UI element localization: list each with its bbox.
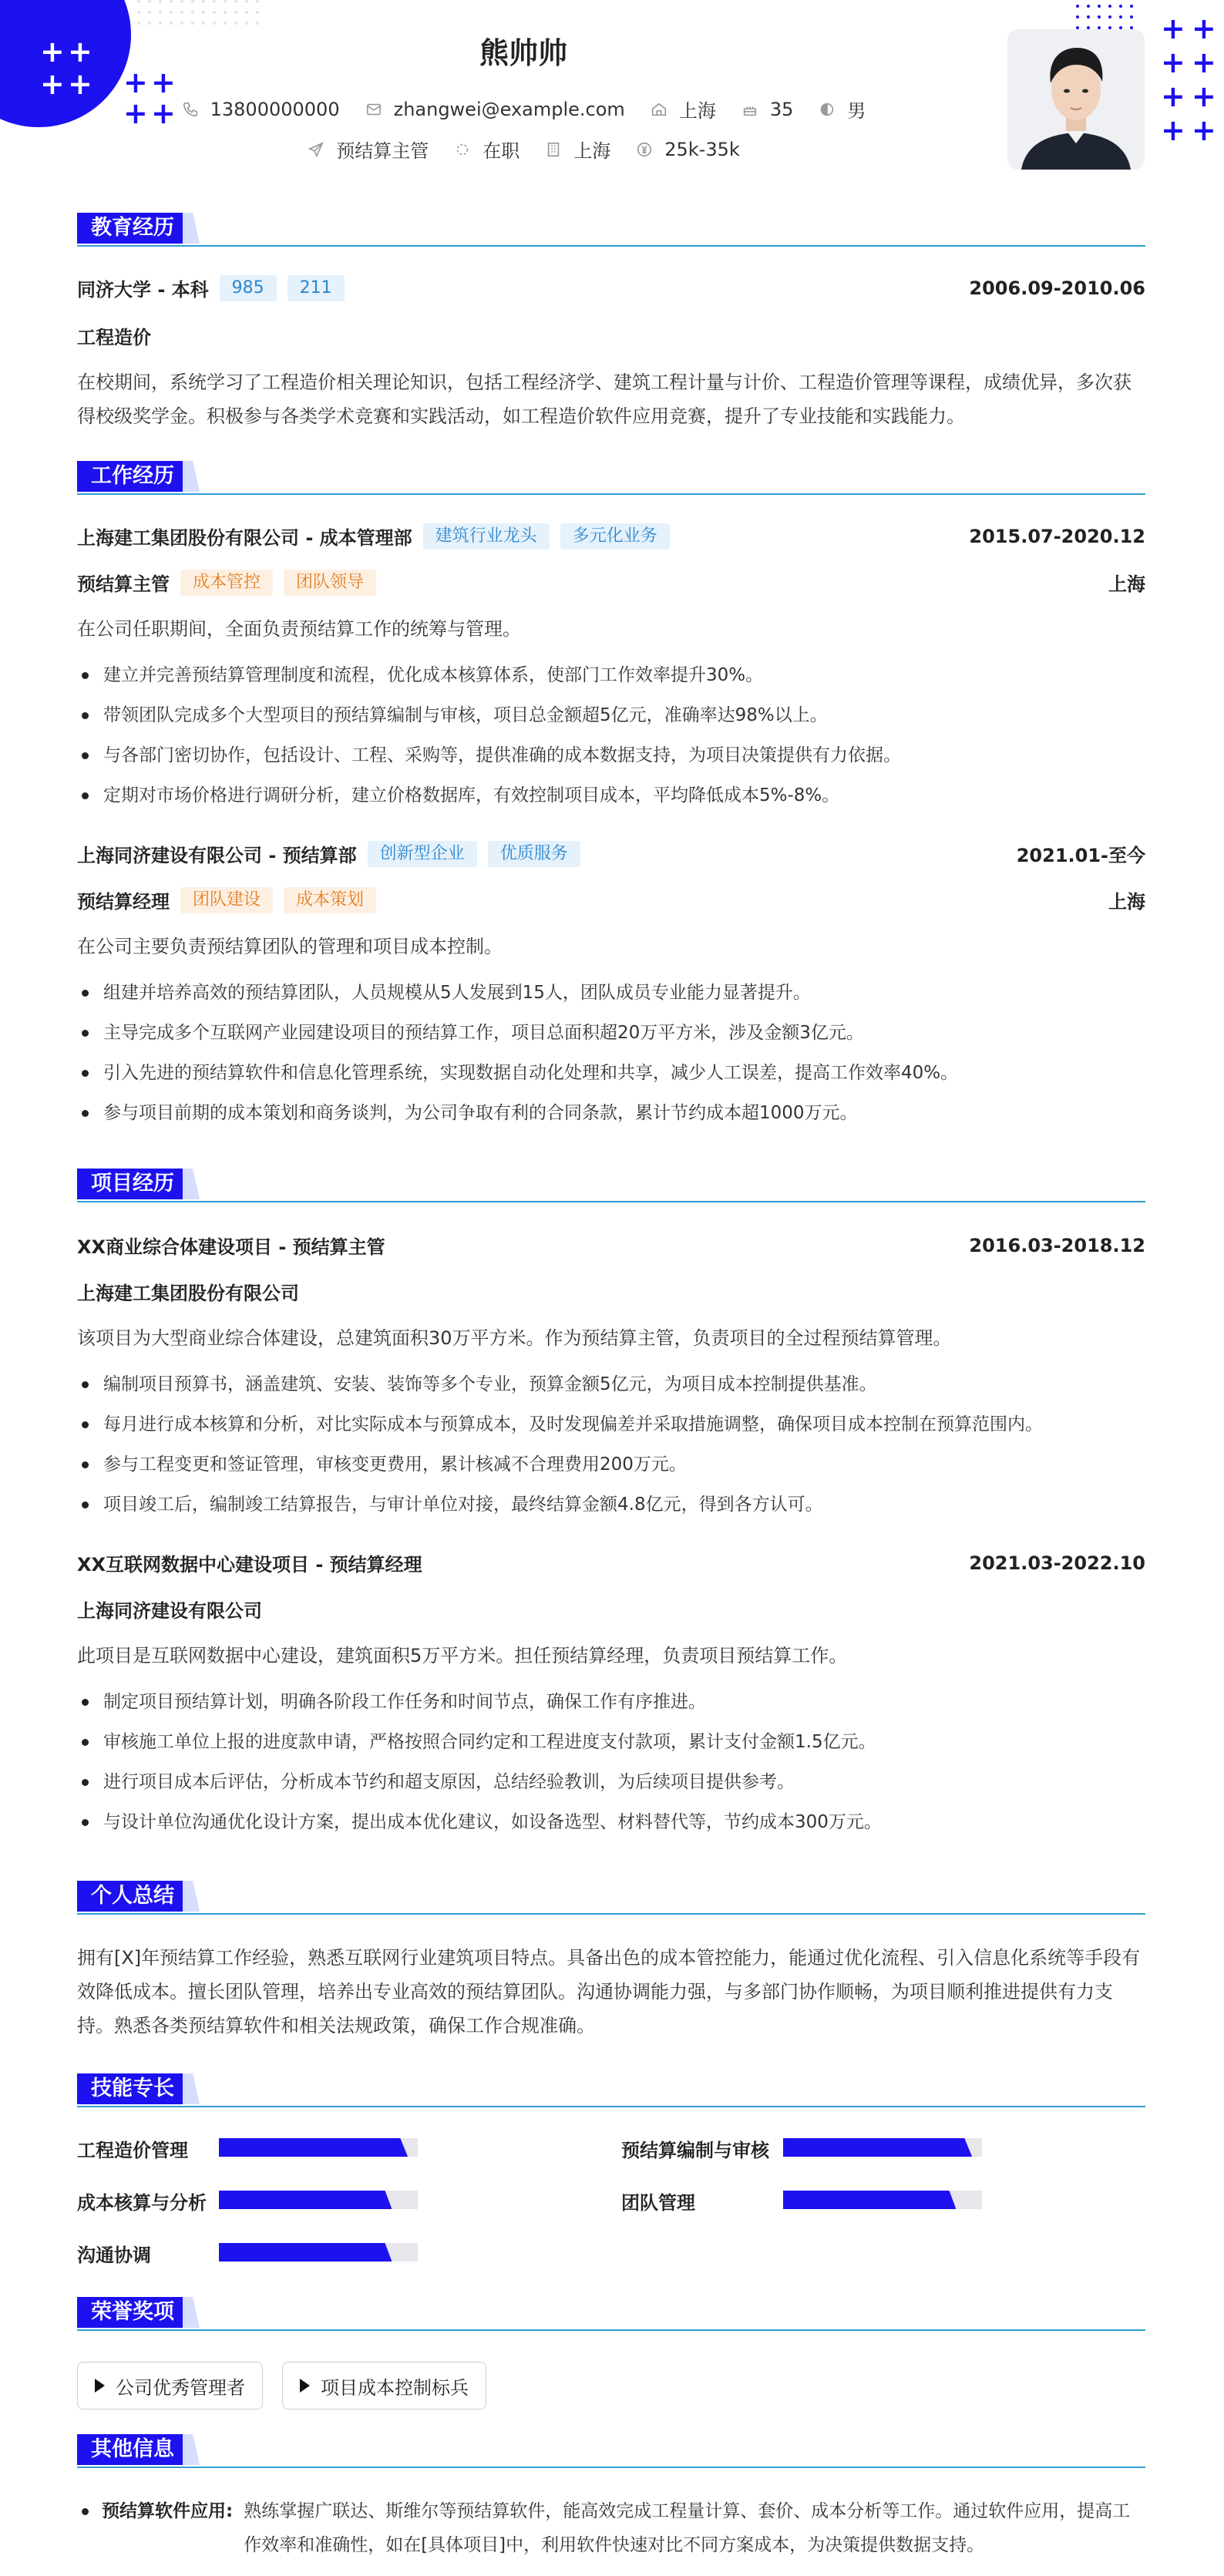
plus-icon: +	[123, 96, 148, 130]
gender-text: 男	[847, 100, 866, 122]
list-item: 与各部门密切协作，包括设计、工程、采购等，提供准确的成本数据支持，为项目决策提供有力依据。	[77, 735, 1145, 775]
plus-icon: +	[151, 96, 176, 130]
project-bullet-list	[77, 1682, 1145, 1842]
other-info-key: 预结算软件应用:	[102, 2501, 234, 2521]
send-icon	[307, 140, 325, 159]
job-company-row	[77, 840, 1145, 867]
list-item: 参与项目前期的成本策划和商务谈判，为公司争取有利的合同条款，累计节约成本超1000万元。	[77, 1093, 1145, 1133]
divider	[77, 2467, 1145, 2468]
role-tag: 团队建设	[180, 887, 273, 913]
plus-icon: +	[1192, 12, 1216, 45]
company-tag: 建筑行业龙头	[423, 523, 550, 550]
honor-label: 项目成本控制标兵	[321, 2376, 469, 2399]
role-tag: 团队领导	[284, 570, 376, 596]
list-item: 每月进行成本核算和分析，对比实际成本与预算成本，及时发现偏差并采取措施调整，确保项目成本控制在预算范围内。	[77, 1404, 1145, 1444]
role-tag: 成本策划	[284, 887, 376, 913]
job-summary: 在公司任职期间，全面负责预结算工作的统筹与管理。	[77, 618, 521, 640]
target-role-info	[307, 136, 429, 163]
skill-bar	[219, 2243, 418, 2262]
list-item: 审核施工单位上报的进度款申请，严格按照合同约定和工程进度支付款项，累计支付金额1.5亿元。	[77, 1722, 1145, 1762]
project-name: XX商业综合体建设项目 - 预结算主管	[77, 1236, 385, 1258]
project-company: 上海建工集团股份有限公司	[77, 1283, 299, 1304]
section-title: 教育经历	[77, 213, 188, 244]
project-company: 上海同济建设有限公司	[77, 1600, 262, 1622]
plus-icon: +	[40, 67, 65, 101]
city-text: 上海	[678, 100, 716, 122]
skill-bar-fill	[219, 2243, 392, 2262]
skill-bar	[783, 2191, 982, 2209]
target-city-info	[544, 136, 610, 163]
list-item: 进行项目成本后评估，分析成本节约和超支原因，总结经验教训，为后续项目提供参考。	[77, 1762, 1145, 1802]
job-role-row	[77, 569, 1145, 596]
divider	[77, 1201, 1145, 1202]
divider	[77, 2329, 1145, 2331]
plus-icon: +	[40, 35, 65, 69]
list-item: 项目竣工后，编制竣工结算报告，与审计单位对接，最终结算金额4.8亿元，得到各方认可。	[77, 1485, 1145, 1525]
triangle-icon	[95, 2379, 105, 2393]
school-name: 同济大学 - 本科	[77, 279, 209, 301]
company-tag: 创新型企业	[368, 841, 477, 867]
school-tag: 211	[288, 275, 345, 301]
plus-icon: +	[1192, 45, 1216, 79]
plus-icon: +	[68, 35, 92, 69]
plus-icon: +	[68, 67, 92, 101]
job-location: 上海	[1108, 891, 1145, 913]
skill-name: 工程造价管理	[77, 2140, 188, 2161]
phone-info	[181, 99, 340, 120]
avatar	[1007, 29, 1145, 170]
gender-info	[818, 96, 866, 123]
company-tag: 多元化业务	[560, 523, 670, 550]
project-company-row	[77, 1596, 1145, 1623]
title-decoration	[183, 461, 200, 492]
status-info	[453, 136, 520, 163]
target-city-text: 上海	[573, 140, 611, 162]
section-title: 项目经历	[77, 1169, 188, 1199]
skill-bar-fill	[783, 2138, 972, 2157]
company-tag: 优质服务	[488, 841, 580, 867]
project-header-row	[77, 1232, 1145, 1259]
skill-bar	[219, 2191, 418, 2209]
job-role: 预结算经理	[77, 891, 170, 913]
list-item: 主导完成多个互联网产业园建设项目的预结算工作，项目总面积超20万平方米，涉及金额3亿元。	[77, 1013, 1145, 1053]
job-date: 2015.07-2020.12	[969, 525, 1145, 547]
email-info	[365, 99, 625, 120]
skill-bar-fill	[783, 2191, 956, 2209]
home-icon	[650, 100, 668, 119]
list-item: 带领团队完成多个大型项目的预结算编制与审核，项目总金额超5亿元，准确率达98%以上。	[77, 695, 1145, 735]
title-decoration	[183, 2297, 200, 2328]
plus-icon: +	[1161, 12, 1185, 45]
section-title: 荣誉奖项	[77, 2297, 188, 2328]
triangle-icon	[300, 2379, 310, 2393]
project-header-row	[77, 1549, 1145, 1576]
list-item: 定期对市场价格进行调研分析，建立价格数据库，有效控制项目成本，平均降低成本5%-8%。	[77, 775, 1145, 816]
job-intent-row	[0, 136, 1047, 163]
gender-icon	[818, 100, 836, 119]
education-header-row	[77, 274, 1145, 301]
job-role-row	[77, 886, 1145, 913]
building-icon	[544, 140, 563, 159]
salary-info	[635, 139, 740, 160]
skill-name: 团队管理	[621, 2192, 695, 2214]
section-honors-header	[77, 2297, 1145, 2331]
project-date: 2016.03-2018.12	[969, 1234, 1145, 1256]
list-item: 编制项目预算书，涵盖建筑、安装、装饰等多个专业，预算金额5亿元，为项目成本控制提供基准。	[77, 1364, 1145, 1404]
plus-icon: +	[123, 66, 148, 99]
job-location: 上海	[1108, 573, 1145, 595]
plus-icon: +	[1161, 113, 1185, 147]
cake-icon	[741, 100, 759, 119]
education-description: 在校期间，系统学习了工程造价相关理论知识，包括工程经济学、建筑工程计量与计价、工程造价管理等课程，成绩优异，多次获得校级奖学金。积极参与各类学术竞赛和实践活动，如工程造价软件应用竞赛，提升了专业技能和实践能力。	[77, 372, 1132, 427]
job-bullet-list	[77, 973, 1145, 1133]
section-education-header	[77, 213, 1145, 247]
project-name: XX互联网数据中心建设项目 - 预结算经理	[77, 1554, 422, 1576]
plus-icon: +	[1161, 79, 1185, 113]
major-row	[77, 322, 1145, 349]
title-decoration	[183, 2434, 200, 2465]
job-summary: 在公司主要负责预结算团队的管理和项目成本控制。	[77, 936, 503, 957]
role-tag: 成本管控	[180, 570, 273, 596]
school-tag: 985	[220, 275, 277, 301]
skill-name: 预结算编制与审核	[621, 2140, 769, 2161]
yuan-icon	[635, 140, 654, 159]
job-date: 2021.01-至今	[1016, 845, 1145, 866]
skill-bar	[783, 2138, 982, 2157]
education-date: 2006.09-2010.06	[969, 277, 1145, 299]
candidate-name: 熊帅帅	[479, 36, 567, 70]
other-info-value: 熟练掌握广联达、斯维尔等预结算软件，能高效完成工程量计算、套价、成本分析等工作。通过软件应用，提高工作效率和准确性，如在[具体项目]中，利用软件快速对比不同方案成本，为决策提供数据支持。	[244, 2501, 1131, 2555]
title-decoration	[183, 213, 200, 244]
list-item: 与设计单位沟通优化设计方案，提出成本优化建议，如设备选型、材料替代等，节约成本300万元。	[77, 1802, 1145, 1842]
honor-label: 公司优秀管理者	[116, 2376, 245, 2399]
title-decoration	[183, 1169, 200, 1199]
section-title: 其他信息	[77, 2434, 188, 2465]
major: 工程造价	[77, 327, 151, 348]
section-title: 技能专长	[77, 2073, 188, 2104]
section-title: 工作经历	[77, 461, 188, 492]
summary-text: 拥有[X]年预结算工作经验，熟悉互联网行业建筑项目特点。具备出色的成本管控能力，能通过优化流程、引入信息化系统等手段有效降低成本。擅长团队管理，培养出专业高效的预结算团队。沟通协调能力强，与多部门协作顺畅，为项目顺利推进提供有力支持。熟悉各类预结算软件和相关法规政策，确保工作合规准确。	[77, 1947, 1141, 2036]
skill-bar	[219, 2138, 418, 2157]
section-other-header	[77, 2434, 1145, 2468]
skill-name: 成本核算与分析	[77, 2192, 207, 2214]
plus-icon: +	[1192, 79, 1216, 113]
mail-icon	[365, 100, 383, 119]
section-work-header	[77, 461, 1145, 495]
project-date: 2021.03-2022.10	[969, 1552, 1145, 1574]
skill-bar-fill	[219, 2138, 408, 2157]
project-summary: 此项目是互联网数据中心建设，建筑面积5万平方米。担任预结算经理，负责项目预结算工作。	[77, 1645, 848, 1666]
divider	[77, 1913, 1145, 1915]
title-decoration	[183, 2073, 200, 2104]
phone-icon	[181, 100, 200, 119]
section-title: 个人总结	[77, 1881, 188, 1912]
skill-bar-fill	[219, 2191, 392, 2209]
section-summary-header	[77, 1881, 1145, 1915]
status-text: 在职	[483, 140, 520, 162]
job-company-row	[77, 523, 1145, 550]
honor-badge	[77, 2362, 263, 2410]
company-name: 上海建工集团股份有限公司 - 成本管理部	[77, 527, 412, 549]
phone-text: 13800000000	[210, 98, 340, 120]
title-decoration	[183, 1881, 200, 1912]
plus-icon: +	[151, 66, 176, 99]
list-item	[77, 2494, 1145, 2562]
loading-icon	[453, 140, 472, 159]
divider	[77, 245, 1145, 247]
city-info	[650, 96, 716, 123]
skill-name: 沟通协调	[77, 2245, 151, 2266]
job-role: 预结算主管	[77, 573, 170, 595]
age-info	[741, 99, 794, 120]
project-company-row	[77, 1278, 1145, 1305]
age-text: 35	[769, 98, 794, 120]
company-name: 上海同济建设有限公司 - 预结算部	[77, 845, 357, 866]
section-projects-header	[77, 1169, 1145, 1202]
list-item: 参与工程变更和签证管理，审核变更费用，累计核减不合理费用200万元。	[77, 1444, 1145, 1485]
other-info-list	[77, 2494, 1145, 2562]
divider	[77, 493, 1145, 495]
plus-icon: +	[1192, 113, 1216, 147]
list-item: 建立并完善预结算管理制度和流程，优化成本核算体系，使部门工作效率提升30%。	[77, 655, 1145, 695]
list-item: 组建并培养高效的预结算团队，人员规模从5人发展到15人，团队成员专业能力显著提升。	[77, 973, 1145, 1013]
section-skills-header	[77, 2073, 1145, 2107]
list-item: 制定项目预结算计划，明确各阶段工作任务和时间节点，确保工作有序推进。	[77, 1682, 1145, 1722]
target-role-text: 预结算主管	[336, 140, 429, 162]
salary-text: 25k-35k	[664, 138, 740, 160]
divider	[77, 2106, 1145, 2107]
project-summary: 该项目为大型商业综合体建设，总建筑面积30万平方米。作为预结算主管，负责项目的全过程预结算管理。	[77, 1327, 952, 1349]
project-bullet-list	[77, 1364, 1145, 1525]
email-text: zhangwei@example.com	[393, 98, 625, 120]
job-bullet-list	[77, 655, 1145, 816]
list-item: 引入先进的预结算软件和信息化管理系统，实现数据自动化处理和共享，减少人工误差，提高工作效率40%。	[77, 1053, 1145, 1093]
honor-badge	[282, 2362, 486, 2410]
plus-icon: +	[1161, 45, 1185, 79]
contact-row	[0, 96, 1047, 123]
